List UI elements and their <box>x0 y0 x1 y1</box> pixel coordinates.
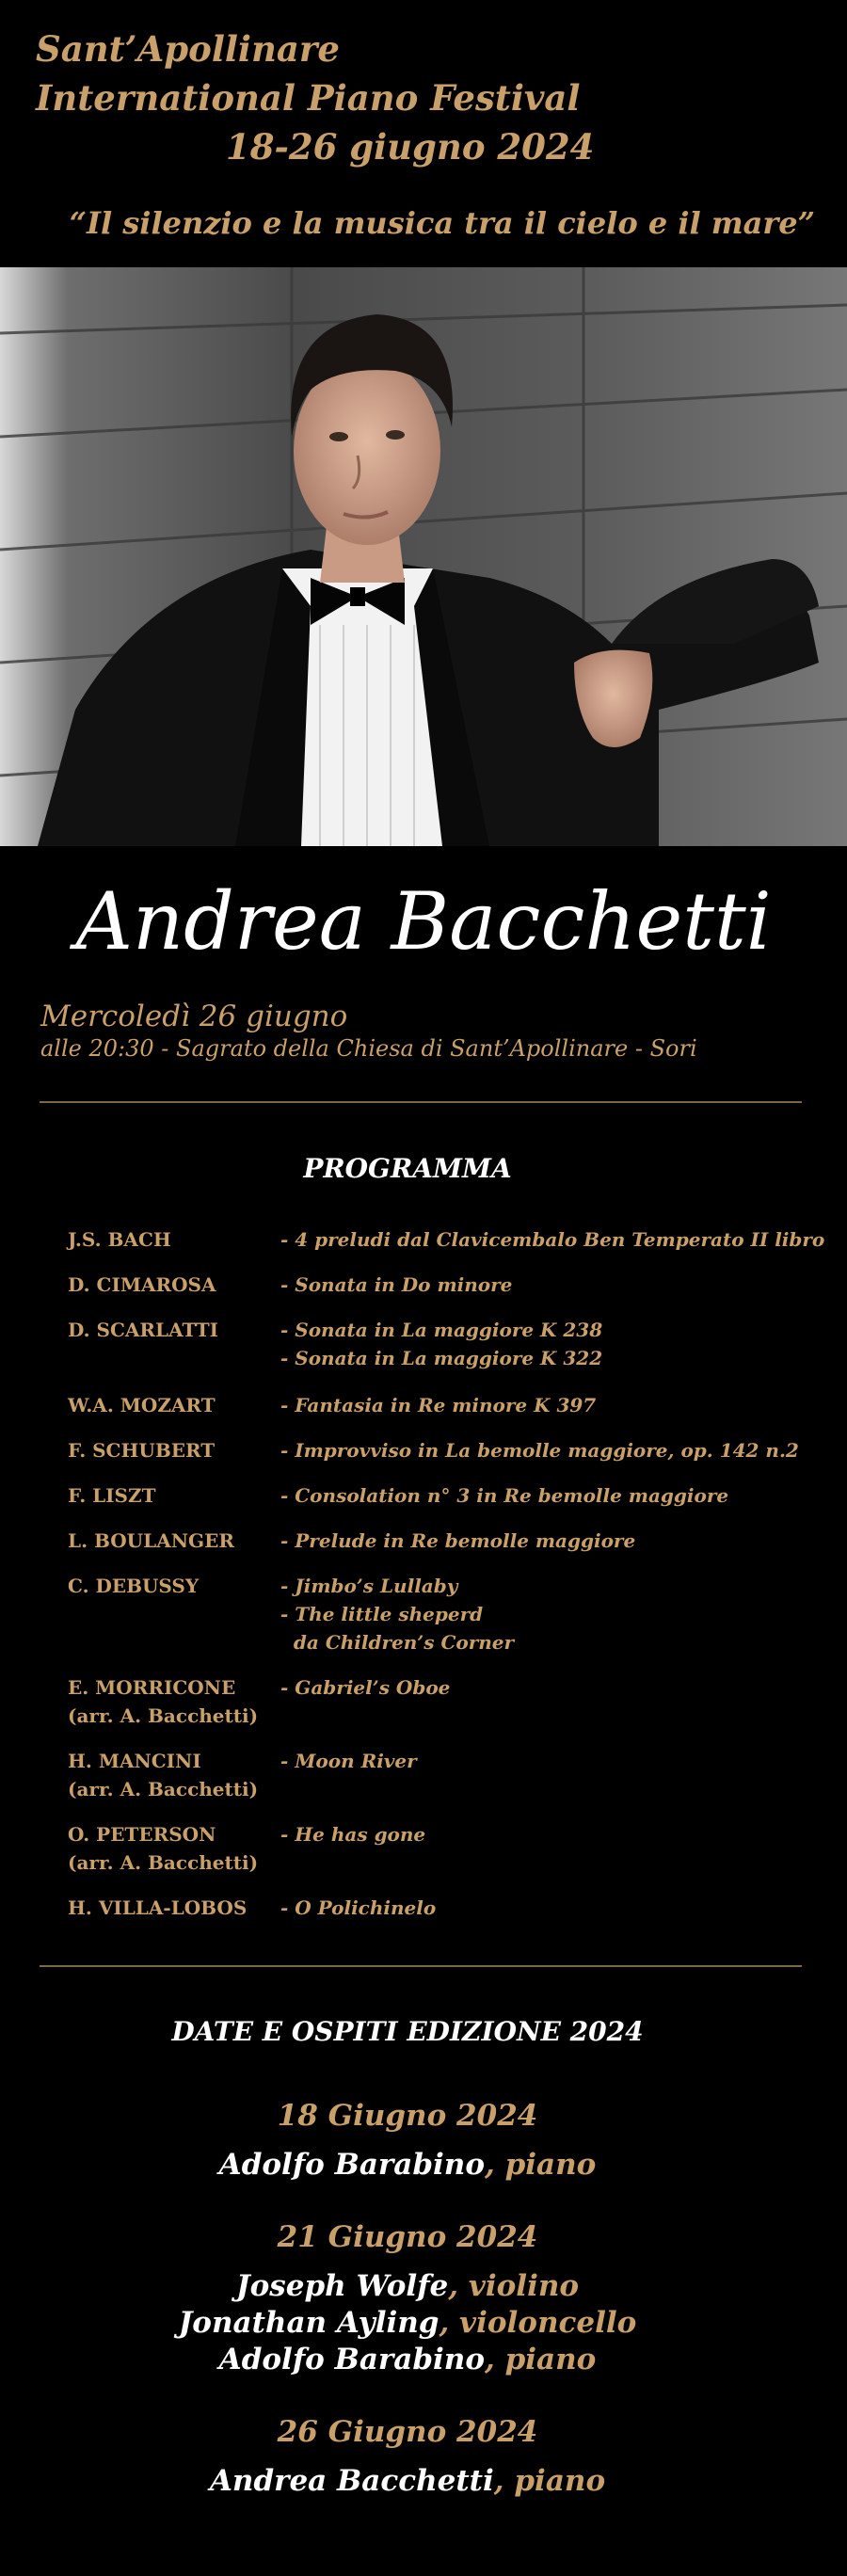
performer-name: Adolfo Barabino <box>218 2148 486 2182</box>
festival-dates: 18-26 giugno 2024 <box>226 126 595 168</box>
performer-instrument: , piano <box>485 2343 597 2376</box>
guest-performer <box>0 2463 815 2500</box>
performer-name: Joseph Wolfe <box>235 2269 449 2303</box>
performer-instrument: , violino <box>448 2269 580 2303</box>
piece-list <box>280 1572 514 1656</box>
guest-date: 21 Giugno 2024 <box>277 2220 538 2254</box>
concert-time-location: alle 20:30 - Sagrato della Chiesa di Sant’Apollinare - Sori <box>40 1035 697 1062</box>
piece-list <box>280 1527 635 1555</box>
composer-line: E. MORRICONE <box>68 1676 236 1699</box>
piece-title: - Sonata in La maggiore K 322 <box>280 1347 603 1369</box>
guests-title: DATE E OSPITI EDIZIONE 2024 <box>171 2016 644 2047</box>
piece-list <box>280 1225 824 1254</box>
piece-title: - Jimbo’s Lullaby <box>280 1575 458 1597</box>
divider <box>40 1965 802 1967</box>
festival-name-line2: International Piano Festival <box>36 77 581 119</box>
performer-name: Andrea Bacchetti <box>209 2464 494 2498</box>
composer-name <box>68 1316 275 1344</box>
piece-list <box>280 1673 450 1702</box>
composer-name <box>68 1481 275 1510</box>
composer-line: J.S. BACH <box>68 1228 171 1251</box>
composer-name <box>68 1820 275 1877</box>
composer-name <box>68 1436 275 1464</box>
piece-title: - Improvviso in La bemolle maggiore, op. 142 n.2 <box>280 1439 799 1462</box>
performer-name: Jonathan Ayling <box>178 2306 439 2340</box>
guest-performer <box>0 2305 815 2342</box>
composer-name <box>68 1673 275 1730</box>
piece-title: - Sonata in Do minore <box>280 1273 513 1296</box>
piece-list <box>280 1820 425 1848</box>
divider <box>40 1101 802 1103</box>
guest-date: 26 Giugno 2024 <box>277 2415 538 2449</box>
piece-list <box>280 1271 512 1299</box>
composer-line: W.A. MOZART <box>68 1394 216 1416</box>
performer-instrument: , violoncello <box>439 2306 637 2340</box>
composer-line: F. SCHUBERT <box>68 1439 216 1462</box>
guest-performer <box>0 2342 815 2378</box>
composer-line: O. PETERSON <box>68 1823 216 1846</box>
composer-line: F. LISZT <box>68 1484 156 1507</box>
festival-motto: “Il silenzio e la musica tra il cielo e il mare” <box>69 205 815 241</box>
composer-line: L. BOULANGER <box>68 1529 234 1552</box>
piece-title: - Sonata in La maggiore K 238 <box>280 1319 603 1341</box>
piece-title: - Gabriel’s Oboe <box>280 1676 451 1699</box>
concert-date: Mercoledì 26 giugno <box>40 1000 348 1033</box>
guest-performer <box>0 2268 815 2305</box>
composer-name <box>68 1225 275 1254</box>
piece-list <box>280 1481 728 1510</box>
piece-title: - Prelude in Re bemolle maggiore <box>280 1529 636 1552</box>
performer-instrument: , piano <box>485 2148 597 2182</box>
artist-name: Andrea Bacchetti <box>75 875 772 968</box>
composer-name <box>68 1391 275 1419</box>
composer-line: H. VILLA-LOBOS <box>68 1896 248 1919</box>
piece-title: - Moon River <box>280 1750 417 1772</box>
composer-line: D. SCARLATTI <box>68 1319 218 1341</box>
composer-name <box>68 1894 275 1922</box>
piece-list <box>280 1316 602 1372</box>
composer-name <box>68 1572 275 1600</box>
festival-name-line1: Sant’Apollinare <box>36 28 340 70</box>
artist-photo <box>0 267 847 846</box>
composer-line: (arr. A. Bacchetti) <box>68 1851 259 1874</box>
composer-line: (arr. A. Bacchetti) <box>68 1778 259 1800</box>
piece-title: - O Polichinelo <box>280 1896 437 1919</box>
composer-line: D. CIMAROSA <box>68 1273 216 1296</box>
piece-title: da Children’s Corner <box>280 1631 515 1654</box>
composer-name <box>68 1527 275 1555</box>
piece-title: - The little sheperd <box>280 1603 484 1625</box>
piece-list <box>280 1894 436 1922</box>
composer-line: H. MANCINI <box>68 1750 201 1772</box>
piece-title: - Fantasia in Re minore K 397 <box>280 1394 597 1416</box>
performer-instrument: , piano <box>493 2464 606 2498</box>
composer-line: (arr. A. Bacchetti) <box>68 1704 259 1727</box>
guest-date: 18 Giugno 2024 <box>277 2099 538 2133</box>
guest-performer <box>0 2147 815 2184</box>
performer-name: Adolfo Barabino <box>218 2343 486 2376</box>
piece-title: - Consolation n° 3 in Re bemolle maggiore <box>280 1484 729 1507</box>
composer-name <box>68 1747 275 1803</box>
piece-title: - 4 preludi dal Clavicembalo Ben Temperato II libro <box>280 1228 825 1251</box>
program-title: PROGRAMMA <box>303 1153 512 1184</box>
composer-name <box>68 1271 275 1299</box>
piece-title: - He has gone <box>280 1823 426 1846</box>
piece-list <box>280 1391 596 1419</box>
piece-list <box>280 1436 799 1464</box>
piece-list <box>280 1747 417 1775</box>
composer-line: C. DEBUSSY <box>68 1575 200 1597</box>
